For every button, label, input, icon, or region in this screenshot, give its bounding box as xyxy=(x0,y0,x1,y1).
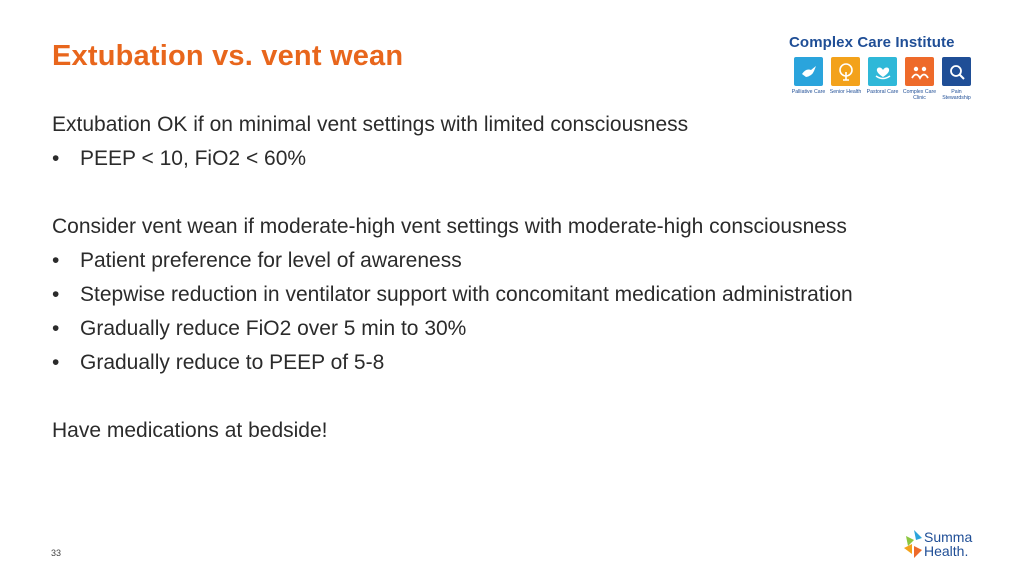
tree-icon xyxy=(831,57,860,86)
logo-tile-label: Senior Health xyxy=(829,89,862,95)
bullet-icon: • xyxy=(52,147,60,170)
logo-tile-label: Pastoral Care xyxy=(866,89,899,95)
logo-tile-pain xyxy=(941,57,972,101)
summa-subname: Health. xyxy=(924,543,969,559)
bullet-text: Stepwise reduction in ventilator support with concomitant medication administration xyxy=(80,283,853,306)
summa-mark-icon xyxy=(902,528,924,562)
bullet-icon: • xyxy=(52,317,60,340)
page-number: 33 xyxy=(51,548,62,558)
logo-tile-label: Complex Care Clinic xyxy=(902,89,937,101)
complex-care-institute-logo xyxy=(789,34,979,106)
slide-title: Extubation vs. vent wean xyxy=(52,40,404,72)
bullet-text: Patient preference for level of awareness xyxy=(80,249,462,272)
magnifier-icon xyxy=(942,57,971,86)
logo-tile-palliative xyxy=(793,57,824,101)
section-heading: Extubation OK if on minimal vent settings with limited consciousness xyxy=(52,113,689,136)
logo-tile-pastoral xyxy=(867,57,898,101)
bullet-item xyxy=(52,244,992,278)
logo-tile-label: Pain Stewardship xyxy=(942,89,971,101)
bullet-icon: • xyxy=(52,283,60,306)
summa-name: Summa xyxy=(924,529,973,545)
bullet-item xyxy=(52,346,992,380)
heart-hands-icon xyxy=(868,57,897,86)
logo-tile-label: Palliative Care xyxy=(791,89,826,95)
slide-body xyxy=(52,108,992,448)
bullet-text: Gradually reduce to PEEP of 5-8 xyxy=(80,351,385,374)
logo-title: Complex Care Institute xyxy=(789,34,955,51)
logo-tile-senior xyxy=(830,57,861,101)
section-heading: Have medications at bedside! xyxy=(52,419,328,442)
summa-health-logo xyxy=(902,528,992,564)
bullet-item xyxy=(52,278,992,312)
bullet-icon: • xyxy=(52,351,60,374)
dove-icon xyxy=(794,57,823,86)
bullet-item xyxy=(52,142,992,176)
bullet-item xyxy=(52,312,992,346)
people-icon xyxy=(905,57,934,86)
bullet-text: Gradually reduce FiO2 over 5 min to 30% xyxy=(80,317,467,340)
bullet-icon: • xyxy=(52,249,60,272)
logo-tile-clinic xyxy=(904,57,935,101)
section-heading: Consider vent wean if moderate-high vent settings with moderate-high consciousness xyxy=(52,215,847,238)
bullet-text: PEEP < 10, FiO2 < 60% xyxy=(80,147,307,170)
